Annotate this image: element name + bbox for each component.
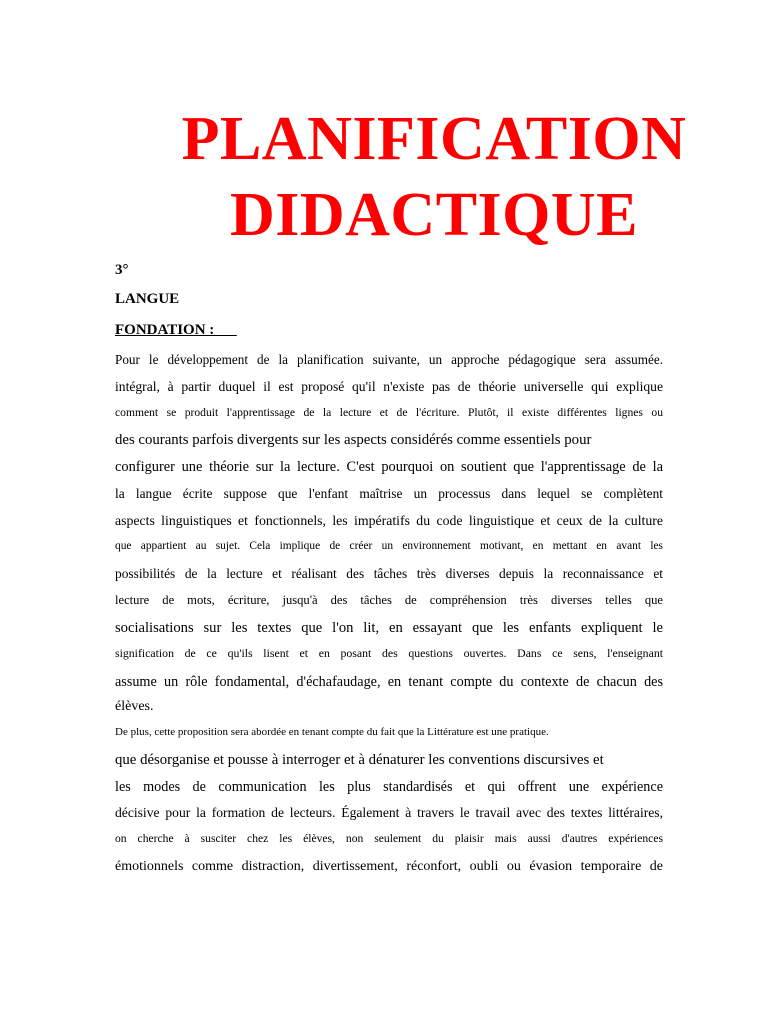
text-line: décisive pour la formation de lecteurs. Également à travers le travail avec des textes littéraires, — [115, 805, 663, 820]
text-line: configurer une théorie sur la lecture. C'est pourquoi on soutient que l'apprentissage de la — [115, 459, 663, 475]
text-line: Pour le développement de la planification suivante, un approche pédagogique sera assumée. — [115, 352, 663, 367]
text-line: des courants parfois divergents sur les aspects considérés comme essentiels pour — [115, 432, 592, 448]
text-line: élèves. — [115, 699, 154, 714]
subject-label: LANGUE — [115, 291, 180, 307]
text-line: lecture de mots, écriture, jusqu'à des tâches de compréhension très diverses telles que — [115, 593, 663, 607]
text-line: aspects linguistiques et fonctionnels, les impératifs du code linguistique et ceux de la culture — [115, 513, 663, 528]
text-line: intégral, à partir duquel il est proposé qu'il n'existe pas de théorie universelle qui explique — [115, 379, 663, 394]
text-line: possibilités de la lecture et réalisant des tâches très diverses depuis la reconnaissance et — [115, 566, 663, 581]
grade-label: 3° — [115, 262, 129, 278]
text-line: assume un rôle fondamental, d'échafaudage, en tenant compte du contexte de chacun des — [115, 674, 663, 690]
text-line: émotionnels comme distraction, divertissement, réconfort, oubli ou évasion temporaire de — [115, 859, 663, 874]
text-line: comment se produit l'apprentissage de la lecture et de l'écriture. Plutôt, il existe différentes lignes ou — [115, 406, 663, 419]
text-line: que appartient au sujet. Cela implique de créer un environnement motivant, en mettant en avant les — [115, 540, 663, 552]
text-line: la langue écrite suppose que l'enfant maîtrise un processus dans lequel se complètent — [115, 486, 663, 501]
text-line: que désorganise et pousse à interroger et à dénaturer les conventions discursives et — [115, 752, 604, 768]
text-line: De plus, cette proposition sera abordée en tenant compte du fait que la Littérature est une pratique. — [115, 726, 549, 738]
text-line: les modes de communication les plus standardisés et qui offrent une expérience — [115, 779, 663, 795]
text-line: signification de ce qu'ils lisent et en posant des questions ouvertes. Dans ce sens, l'enseignant — [115, 646, 663, 660]
text-line: on cherche à susciter chez les élèves, non seulement du plaisir mais aussi d'autres expériences — [115, 832, 663, 845]
document-title-line-2: DIDACTIQUE — [229, 181, 639, 249]
text-line: socialisations sur les textes que l'on lit, en essayant que les enfants expliquent le — [115, 620, 663, 636]
section-heading: FONDATION : — [115, 322, 237, 338]
document-title-line-1: PLANIFICATION — [181, 105, 687, 173]
